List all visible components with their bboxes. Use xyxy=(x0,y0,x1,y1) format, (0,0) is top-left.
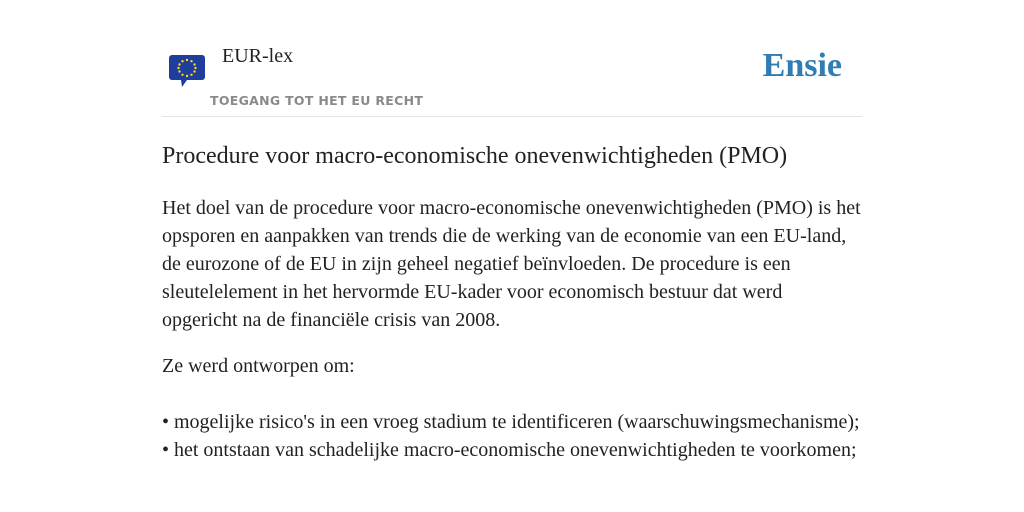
article-paragraph: Het doel van de procedure voor macro-economische onevenwichtigheden (PMO) is het opsporen en aanpakken van trends die de werking van de economie van een EU-land, de eurozone of de EU in zijn geheel negatief beïnvloeden. De procedure is een sleutelelement in het hervormde EU-kader voor economisch bestuur dat werd opgericht na de financiële crisis van 2008. xyxy=(162,197,861,331)
source-tagline: TOEGANG TOT HET EU RECHT xyxy=(210,93,424,108)
source-name[interactable]: EUR-lex xyxy=(222,45,294,67)
brand-logo[interactable]: Ensie xyxy=(762,47,842,84)
content-column xyxy=(162,0,862,464)
article-title: Procedure voor macro-economische onevenwichtigheden (PMO) xyxy=(162,143,788,169)
list-item: • mogelijke risico's in een vroeg stadium te identificeren (waarschuwingsmechanisme); xyxy=(162,411,860,433)
eu-flag-speech-bubble-icon xyxy=(168,54,206,90)
list-intro: Ze werd ontworpen om: xyxy=(162,355,355,377)
article-header xyxy=(162,0,862,117)
bullet-list xyxy=(162,408,862,464)
list-item: • het ontstaan van schadelijke macro-economische onevenwichtigheden te voorkomen; xyxy=(162,439,857,461)
